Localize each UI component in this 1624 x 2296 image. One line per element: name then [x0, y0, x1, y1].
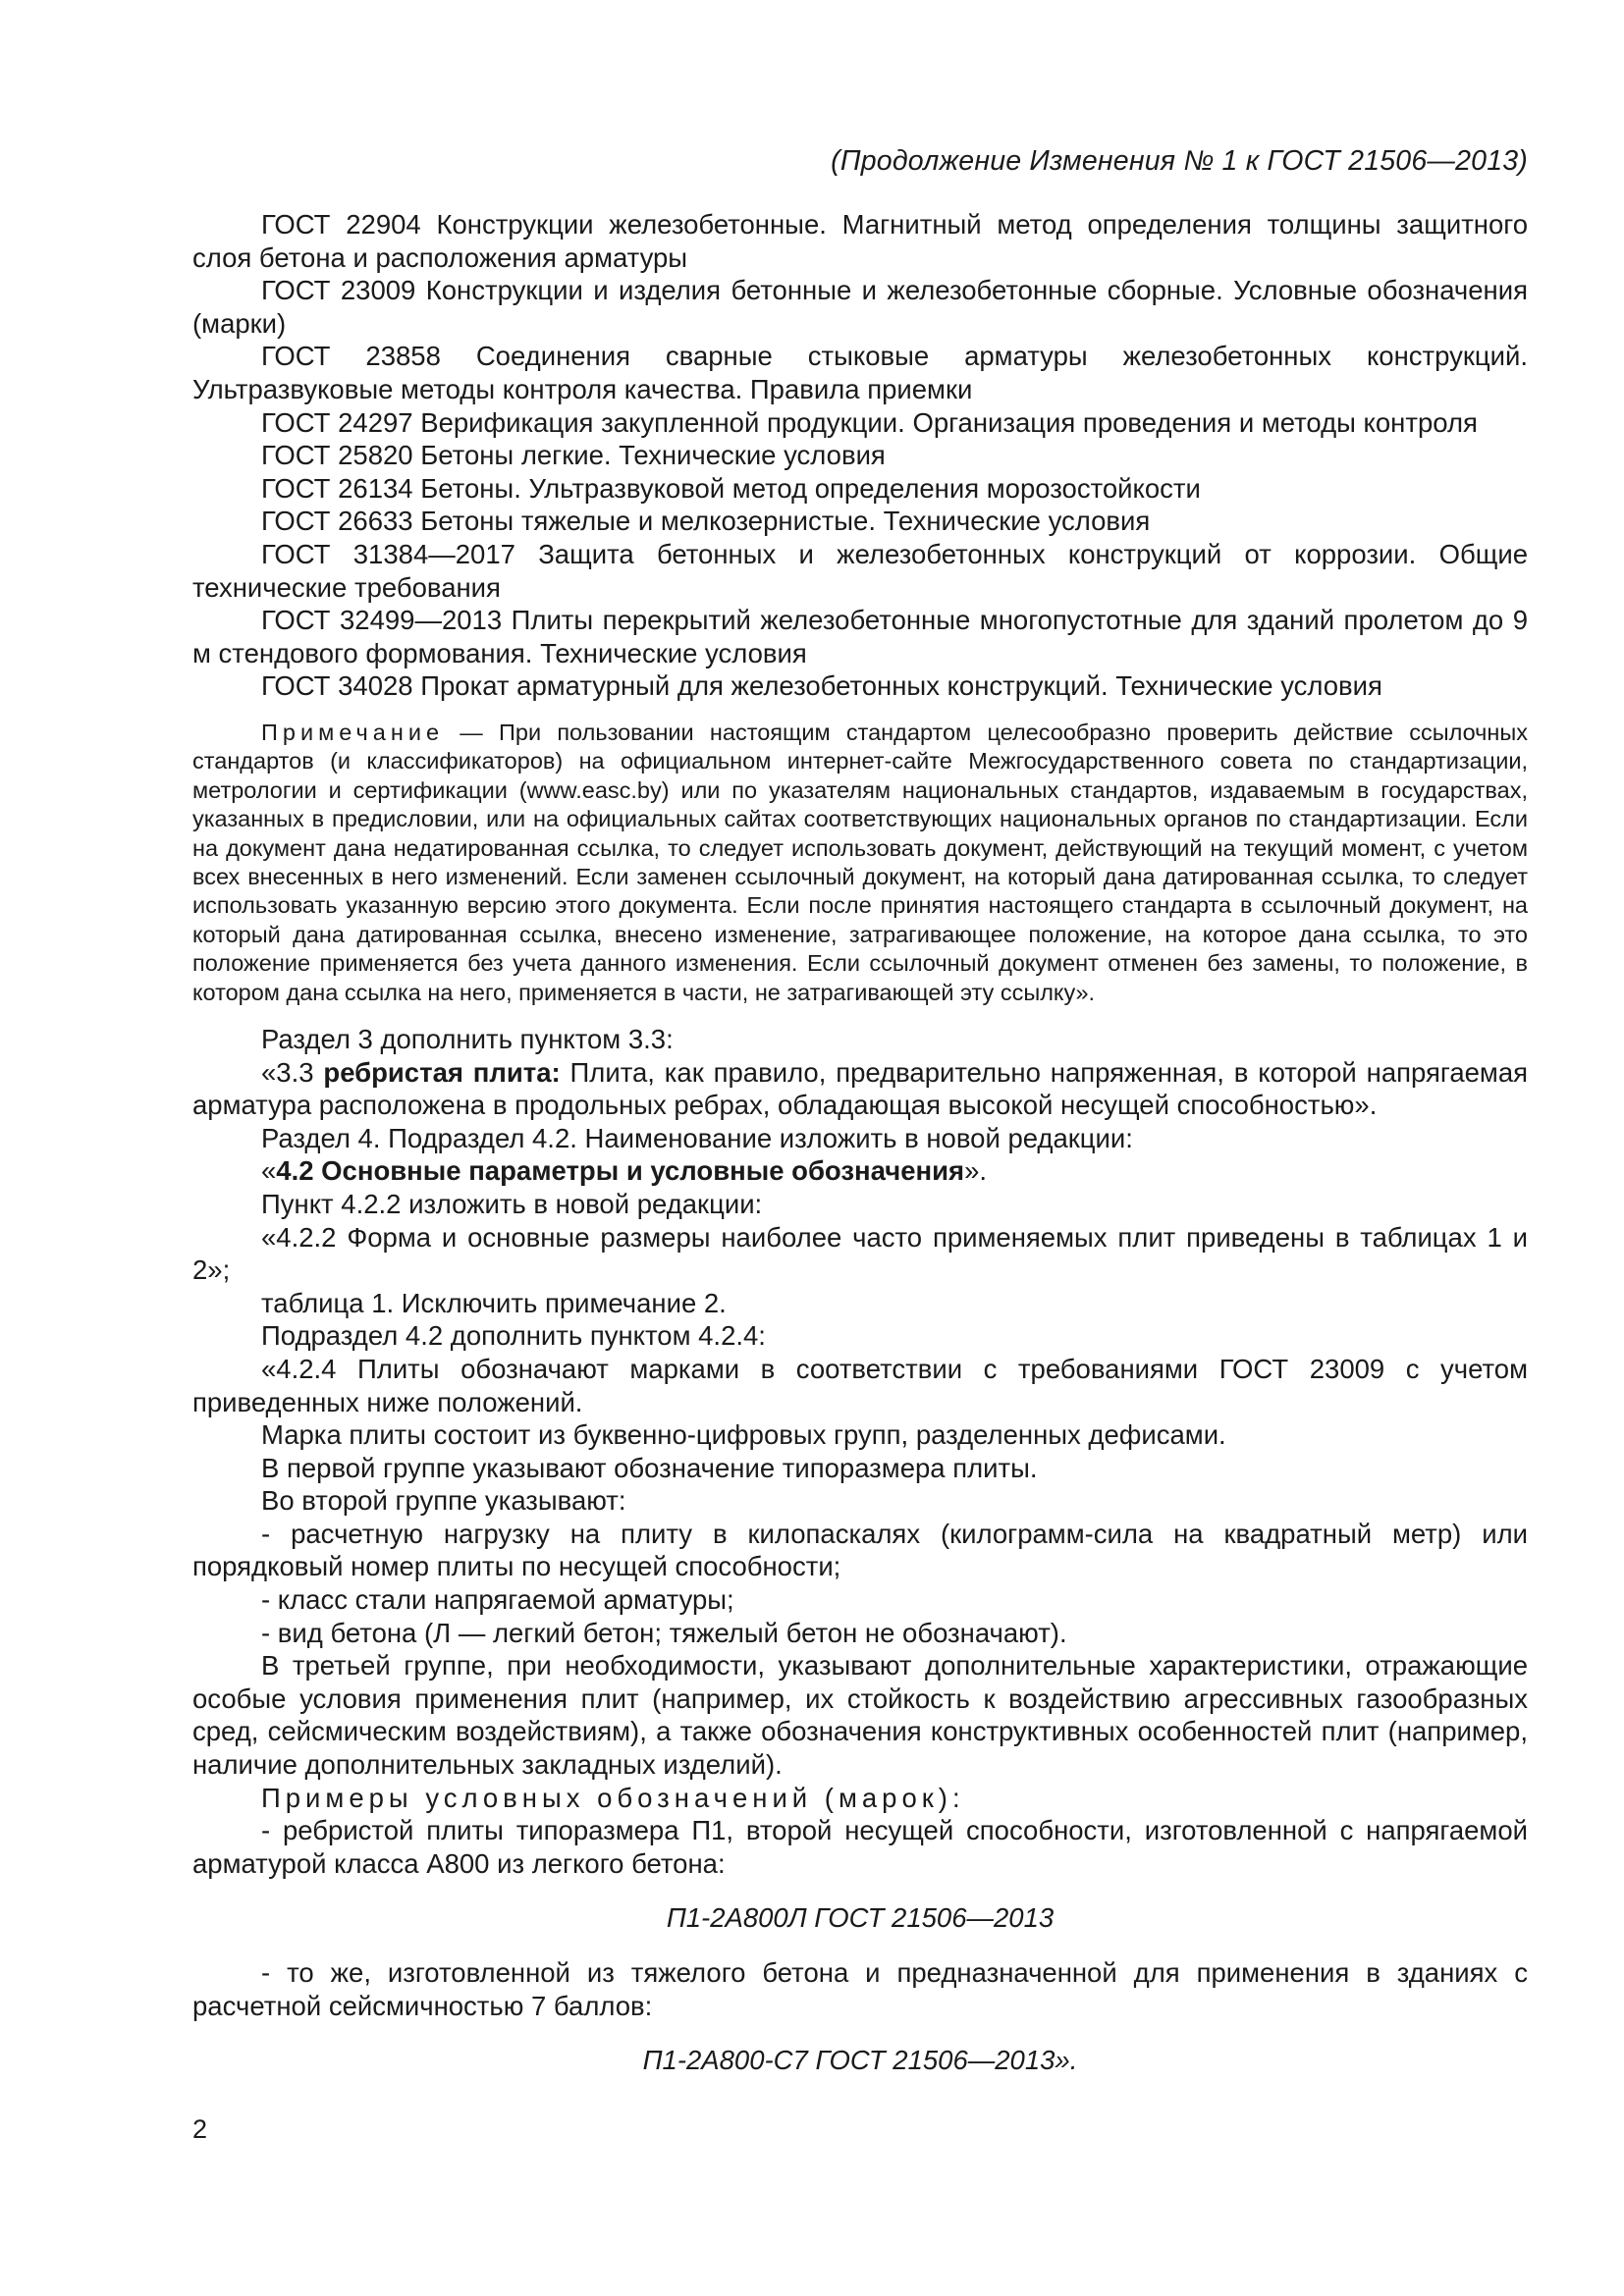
group-2-text: Во второй группе указывают:: [261, 1485, 626, 1517]
note-text: — При пользовании настоящим стандартом целесообразно проверить действие ссылочных стандартов (и классификаторов) на официальном интернет-сайте Межгосударственного совета по стандартизации, метрологии и сертификации (www.easc.by) или по указателям национальных стандартов, издаваемым в государствах, указанных в предисловии, или на официальных сайтах соответствующих национальных органов по стандартизации. Если на документ дана недатированная ссылка, то следует использовать документ, действующий на текущий момент, с учетом всех внесенных в него изменений. Если заменен ссылочный документ, на который дана датированная ссылка, то следует использовать указанную версию этого документа. Если после принятия настоящего стандарта в ссылочный документ, на который дана датированная ссылка, внесено изменение, затрагивающее положение, на которое дана ссылка, то это положение применяется без учета данного изменения. Если ссылочный документ отменен без замены, то положение, в котором дана ссылка на него, применяется в части, не затрагивающей эту ссылку».: [192, 719, 1528, 1005]
clause-3-3: [192, 1056, 1528, 1122]
ref-gost-22904: ГОСТ 22904 Конструкции железобетонные. Магнитный метод определения толщины защитного слоя бетона и расположения арматуры: [192, 209, 1528, 273]
ref-gost-24297: ГОСТ 24297 Верификация закупленной продукции. Организация проведения и методы контроля: [261, 406, 1478, 438]
mark-groups-text: Марка плиты состоит из буквенно-цифровых групп, разделенных дефисами.: [261, 1419, 1226, 1451]
table-1-note: таблица 1. Исключить примечание 2.: [261, 1287, 727, 1318]
ref-gost-23858: ГОСТ 23858 Соединения сварные стыковые арматуры железобетонных конструкций. Ультразвуковые методы контроля качества. Правила приемки: [192, 341, 1528, 404]
clause-3-3-term: ребристая плита:: [323, 1056, 561, 1088]
example-2-text: - то же, изготовленной из тяжелого бетона и предназначенной для применения в зданиях с расчетной сейсмичностью 7 баллов:: [192, 1957, 1528, 2021]
clause-4-2-2-text: «4.2.2 Форма и основные размеры наиболее часто применяемых плит приведены в таблицах 1 и 2»;: [192, 1221, 1528, 1286]
group-2-item: - вид бетона (Л — легкий бетон; тяжелый бетон не обозначают).: [261, 1617, 1067, 1648]
clause-4-2-title: [192, 1154, 1528, 1188]
example-2-mark: П1-2А800-С7 ГОСТ 21506—2013».: [642, 2045, 1078, 2076]
examples-label: Примеры условных обозначений: [261, 1782, 813, 1813]
clause-3-3-prefix: «3.3: [261, 1056, 324, 1088]
clause-4-2-close-quote: ».: [964, 1155, 988, 1187]
section-4-intro: Раздел 4. Подраздел 4.2. Наименование изложить в новой редакции:: [261, 1122, 1133, 1153]
group-2-item: - расчетную нагрузку на плиту в килопаскалях (килограмм-сила на квадратный метр) или порядковый номер плиты по несущей способности;: [192, 1518, 1528, 1582]
clause-4-2-title-text: 4.2 Основные параметры и условные обозначения: [276, 1155, 965, 1187]
document-body: [192, 208, 1528, 2099]
ref-gost-31384: ГОСТ 31384—2017 Защита бетонных и железобетонных конструкций от коррозии. Общие технические требования: [192, 538, 1528, 603]
example-1-text: - ребристой плиты типоразмера П1, второй несущей способности, изготовленной с напрягаемой арматурой класса А800 из легкого бетона:: [192, 1815, 1528, 1879]
ref-gost-32499: ГОСТ 32499—2013 Плиты перекрытий железобетонные многопустотные для зданий пролетом до 9 м стендового формования. Технические условия: [192, 605, 1528, 668]
note-label: Примечание: [261, 719, 445, 745]
group-3-text: В третьей группе, при необходимости, указывают дополнительные характеристики, отражающие особые условия применения плит (например, их стойкость к воздействию агрессивных газообразных сред, сейсмическим воздействиям), а также обозначения конструктивных особенностей плит (например, наличие дополнительных закладных изделий).: [192, 1650, 1528, 1781]
clause-4-2-open-quote: «: [261, 1155, 277, 1187]
ref-gost-25820: ГОСТ 25820 Бетоны легкие. Технические условия: [261, 440, 886, 471]
ref-gost-23009: ГОСТ 23009 Конструкции и изделия бетонные и железобетонные сборные. Условные обозначения (марки): [192, 275, 1528, 339]
page-number: 2: [192, 2114, 208, 2144]
section-3-intro: Раздел 3 дополнить пунктом 3.3:: [261, 1023, 674, 1054]
group-1-text: В первой группе указывают обозначение типоразмера плиты.: [261, 1452, 1038, 1483]
ref-gost-26633: ГОСТ 26633 Бетоны тяжелые и мелкозернистые. Технические условия: [261, 506, 1151, 537]
clause-4-2-2-intro: Пункт 4.2.2 изложить в новой редакции:: [261, 1188, 763, 1219]
examples-suffix: (марок):: [812, 1782, 965, 1813]
clause-4-2-4-intro: Подраздел 4.2 дополнить пунктом 4.2.4:: [261, 1320, 766, 1352]
group-2-item: - класс стали напрягаемой арматуры;: [261, 1584, 734, 1616]
clause-4-2-4-text: «4.2.4 Плиты обозначают марками в соответствии с требованиями ГОСТ 23009 с учетом приведенных ниже положений.: [192, 1353, 1528, 1417]
ref-gost-34028: ГОСТ 34028 Прокат арматурный для железобетонных конструкций. Технические условия: [261, 670, 1382, 702]
examples-heading: [192, 1782, 1528, 1815]
ref-gost-26134: ГОСТ 26134 Бетоны. Ультразвуковой метод определения морозостойкости: [261, 472, 1201, 504]
example-1-mark: П1-2А800Л ГОСТ 21506—2013: [666, 1902, 1055, 1934]
note-paragraph: [192, 719, 1528, 1007]
page-header: (Продолжение Изменения № 1 к ГОСТ 21506—2013): [831, 145, 1528, 177]
clause-3-3-text: Плита, как правило, предварительно напряженная, в которой напрягаемая арматура расположена в продольных ребрах, обладающая высокой несущей способностью».: [192, 1056, 1529, 1121]
